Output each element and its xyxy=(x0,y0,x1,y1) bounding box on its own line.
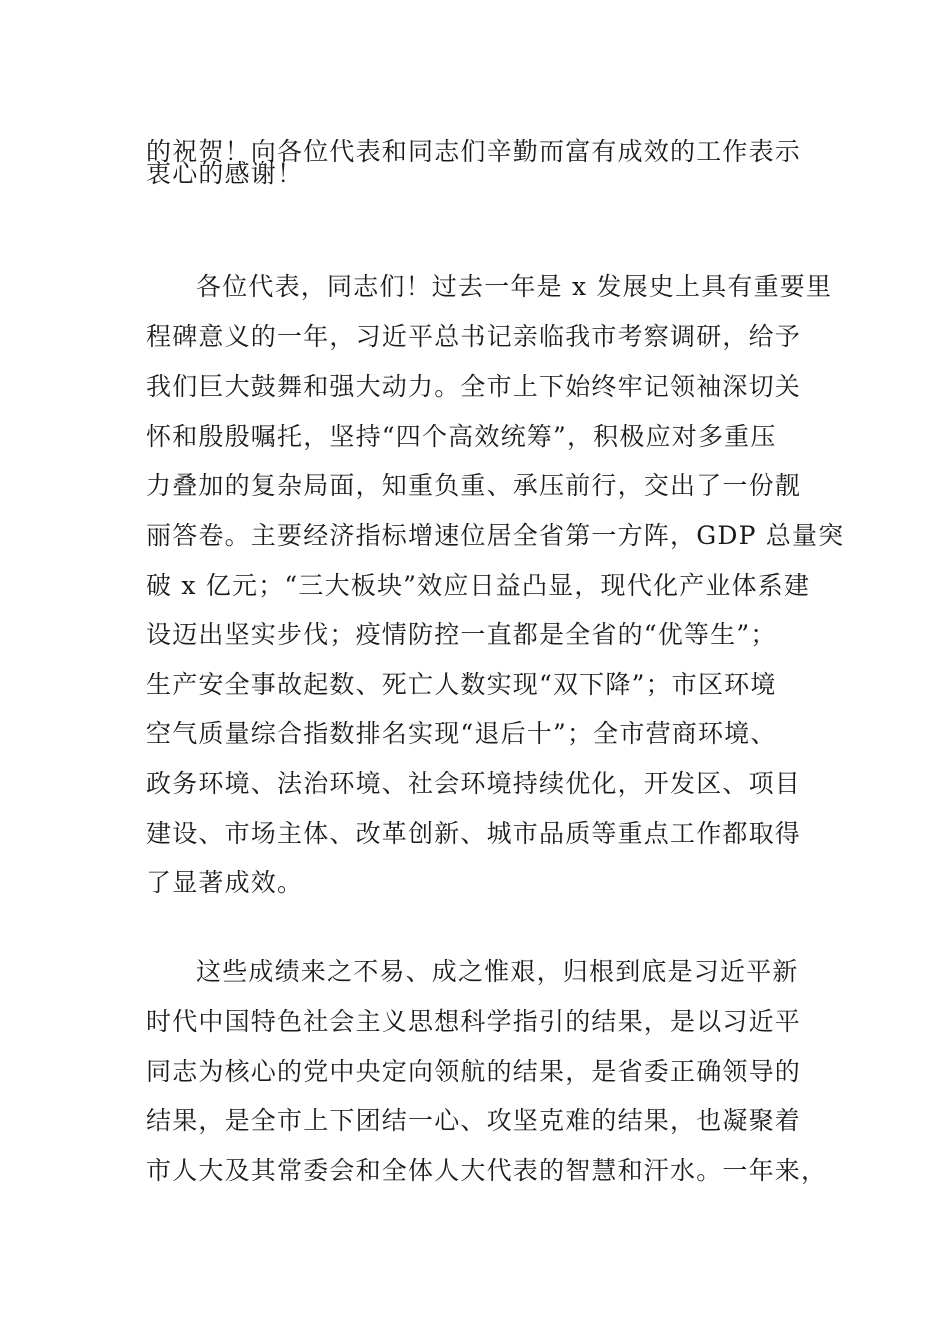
paragraph-3-line-1: 这些成绩来之不易、成之惟艰，归根到底是习近平新 xyxy=(196,957,799,986)
paragraph-2-line-7: 破 x 亿元；“三大板块”效应日益凸显，现代化产业体系建 xyxy=(146,571,811,600)
paragraph-3-line-5: 市人大及其常委会和全体人大代表的智慧和汗水。一年来， xyxy=(146,1156,828,1185)
paragraph-2-line-6: 丽答卷。主要经济指标增速位居全省第一方阵，GDP 总量突 xyxy=(146,521,845,550)
paragraph-2-line-2: 程碑意义的一年，习近平总书记亲临我市考察调研，给予 xyxy=(146,322,802,351)
paragraph-3-line-2: 时代中国特色社会主义思想科学指引的结果，是以习近平 xyxy=(146,1007,802,1036)
paragraph-2-line-11: 政务环境、法治环境、社会环境持续优化，开发区、项目 xyxy=(146,769,802,798)
paragraph-3-line-3: 同志为核心的党中央定向领航的结果，是省委正确领导的 xyxy=(146,1057,802,1086)
paragraph-2-line-13: 了显著成效。 xyxy=(146,868,304,897)
paragraph-2-line-3: 我们巨大鼓舞和强大动力。全市上下始终牢记领袖深切关 xyxy=(146,372,802,401)
paragraph-2-line-8: 设迈出坚实步伐；疫情防控一直都是全省的“优等生”； xyxy=(146,620,777,649)
paragraph-2-line-4: 怀和殷殷嘱托，坚持“四个高效统筹”，积极应对多重压 xyxy=(146,422,777,451)
paragraph-2-line-12: 建设、市场主体、改革创新、城市品质等重点工作都取得 xyxy=(146,819,802,848)
paragraph-2-line-9: 生产安全事故起数、死亡人数实现“双下降”；市区环境 xyxy=(146,670,777,699)
paragraph-3-line-4: 结果，是全市上下团结一心、攻坚克难的结果，也凝聚着 xyxy=(146,1106,802,1135)
paragraph-2-line-5: 力叠加的复杂局面，知重负重、承压前行，交出了一份靓 xyxy=(146,471,802,500)
paragraph-2-line-10: 空气质量综合指数排名实现“退后十”；全市营商环境、 xyxy=(146,719,777,748)
paragraph-1-line-1: 的祝贺！向各位代表和同志们辛勤而富有成效的工作表示 xyxy=(146,137,802,166)
paragraph-2-line-1: 各位代表，同志们！过去一年是 x 发展史上具有重要里 xyxy=(196,272,833,301)
paragraph-1-line-2: 衷心的感谢！ xyxy=(146,159,304,188)
